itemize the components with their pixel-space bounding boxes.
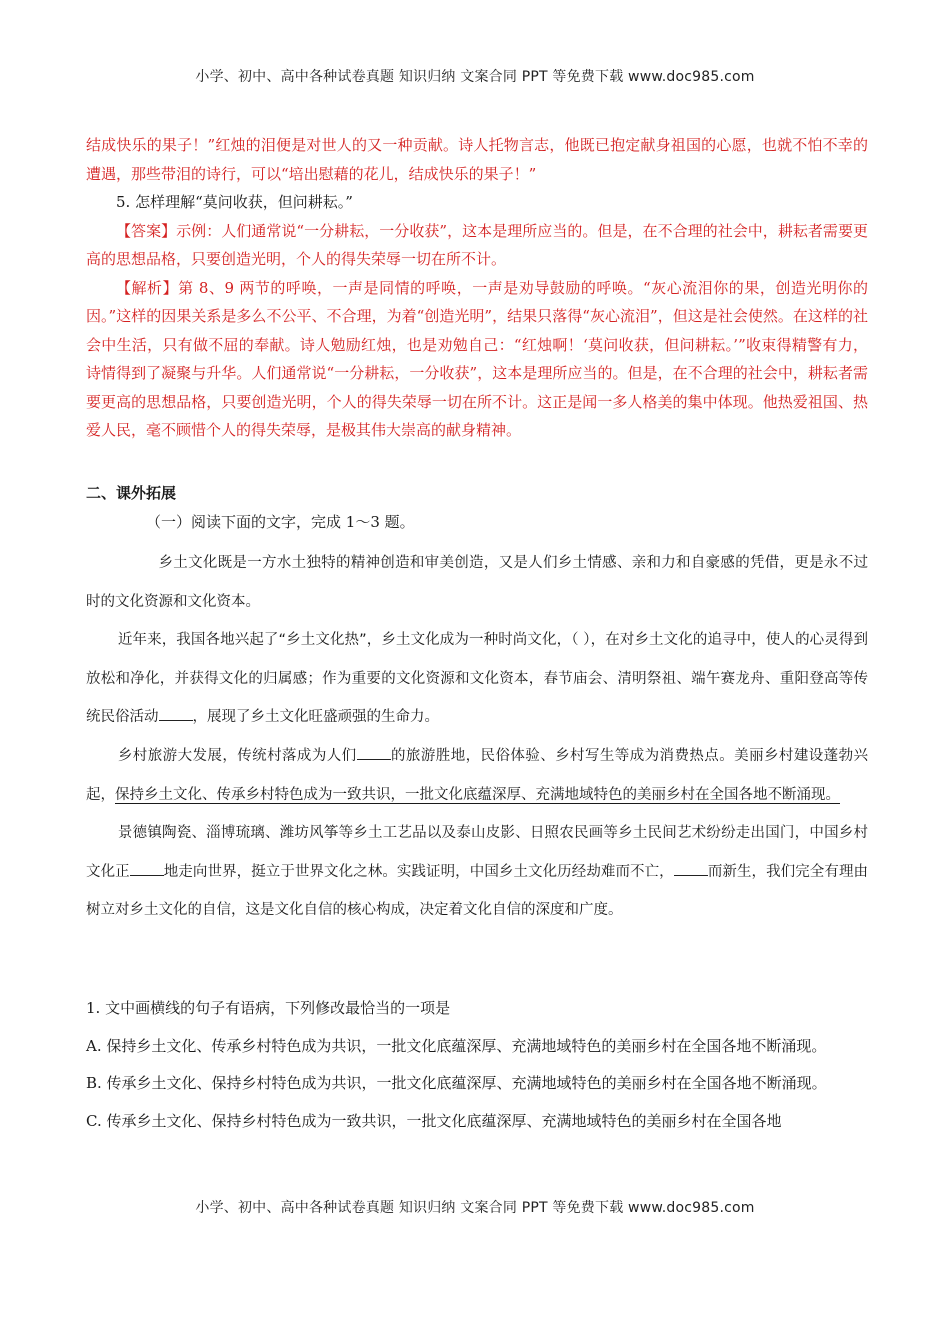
question-1-block: [86, 990, 868, 1140]
fill-blank: [357, 745, 391, 760]
p4-text-a: 景德镇陶瓷、淄博琉璃、潍坊风筝等乡土工艺品以及泰山皮影、日照农民画等乡土民间艺术纷纷走出国门，中国乡村文化正: [86, 825, 868, 880]
passage-paragraph-1: 乡土文化既是一方水土独特的精神创造和审美创造，又是人们乡土情感、亲和力和自豪感的凭借，更是永不过时的文化资源和文化资本。: [86, 555, 868, 610]
reading-passage: [86, 544, 868, 930]
analysis-text: 第 8、9 两节的呼唤，一声是同情的呼唤，一声是劝导鼓励的呼唤。“灰心流泪你的果，创造光明你的因。”这样的因果关系是多么不公平、不合理，为着“创造光明”，结果只落得“灰心流泪”，但这是社会使然。在这样的社会中生活，只有做不屈的奉献。诗人勉励红烛，也是劝勉自己：“红烛啊！‘莫问收获，但问耕耘。’”收束得精警有力，诗情得到了凝聚与升华。人们通常说“一分耕耘，一分收获”，这本是理所应当的。但是，在不合理的社会中，耕耘者需要更高的思想品格，只要创造光明，个人的得失荣辱一切在所不计。这正是闻一多人格美的集中体现。他热爱祖国、热爱人民，毫不顾惜个人的得失荣辱，是极其伟大崇高的献身精神。: [86, 278, 868, 439]
fill-blank: [674, 861, 708, 876]
previous-analysis-continuation: 结成快乐的果子！”红烛的泪便是对世人的又一种贡献。诗人托物言志，他既已抱定献身祖国的心愿，也就不怕不幸的遭遇，那些带泪的诗行，可以“培出慰藉的花儿，结成快乐的果子！”: [86, 136, 868, 183]
p2-text-b: ，展现了乡土文化旺盛顽强的生命力。: [192, 709, 439, 726]
page-header: 小学、初中、高中各种试卷真题 知识归纳 文案合同 PPT 等免费下载 www.doc985.com: [195, 69, 755, 85]
question-5: 5. 怎样理解“莫问收获，但问耕耘。”: [116, 193, 353, 211]
page-footer: 小学、初中、高中各种试卷真题 知识归纳 文案合同 PPT 等免费下载 www.doc985.com: [195, 1200, 755, 1216]
section-heading: 二、课外拓展: [86, 484, 177, 502]
answer-tag: 【答案】: [116, 221, 177, 240]
passage-paragraph-4: [86, 814, 868, 930]
p3-text-b: 的旅游胜地，民俗体验、乡村写生等成为消费热点。美丽乡村建设蓬勃兴起，: [86, 747, 868, 803]
passage-paragraph-2: [86, 621, 868, 737]
reading-instruction: （一）阅读下面的文字，完成 1～3 题。: [146, 512, 415, 531]
passage-paragraph-3: [86, 737, 868, 814]
question-1-stem: 1. 文中画横线的句子有语病，下列修改最恰当的一项是: [86, 999, 451, 1017]
p4-text-c: 而新生，我们完全有理由树立对乡土文化的自信，这是文化自信的核心构成，决定着文化自信的深度和广度。: [86, 863, 869, 919]
fill-blank: [159, 706, 193, 721]
answer-text: 示例：人们通常说“一分耕耘，一分收获”，这本是理所应当的。但是，在不合理的社会中，耕耘者需要更高的思想品格，只要创造光明，个人的得失荣辱一切在所不计。: [86, 221, 868, 268]
analysis-paragraph: [86, 274, 868, 445]
p2-text-a: 近年来，我国各地兴起了“乡土文化热”，乡土文化成为一种时尚文化，（ ），在对乡土文化的追寻中，使人的心灵得到放松和净化，并获得文化的归属感；作为重要的文化资源和文化资本，春节庙会、清明祭祖、端午赛龙舟、重阳登高等传统民俗活动: [86, 632, 868, 726]
answer-paragraph: [86, 217, 868, 274]
p4-text-b: 地走向世界，挺立于世界文化之林。实践证明，中国乡土文化历经劫难而不亡，: [163, 863, 674, 880]
fill-blank: [130, 861, 164, 876]
option-a: A. 保持乡土文化、传承乡村特色成为共识，一批文化底蕴深厚、充满地域特色的美丽乡村在全国各地不断涌现。: [86, 1036, 827, 1055]
option-c: C. 传承乡土文化、保持乡村特色成为一致共识，一批文化底蕴深厚、充满地域特色的美丽乡村在全国各地: [86, 1111, 782, 1130]
section-2: [86, 479, 868, 536]
analysis-tag: 【解析】: [116, 278, 179, 297]
p3-text-a: 乡村旅游大发展，传统村落成为人们: [117, 747, 357, 764]
option-b: B. 传承乡土文化、保持乡村特色成为共识，一批文化底蕴深厚、充满地域特色的美丽乡村在全国各地不断涌现。: [86, 1074, 827, 1093]
section-answers: [86, 131, 868, 445]
underlined-sentence: 保持乡土文化、传承乡村特色成为一致共识，一批文化底蕴深厚、充满地域特色的美丽乡村在全国各地不断涌现。: [115, 786, 840, 803]
